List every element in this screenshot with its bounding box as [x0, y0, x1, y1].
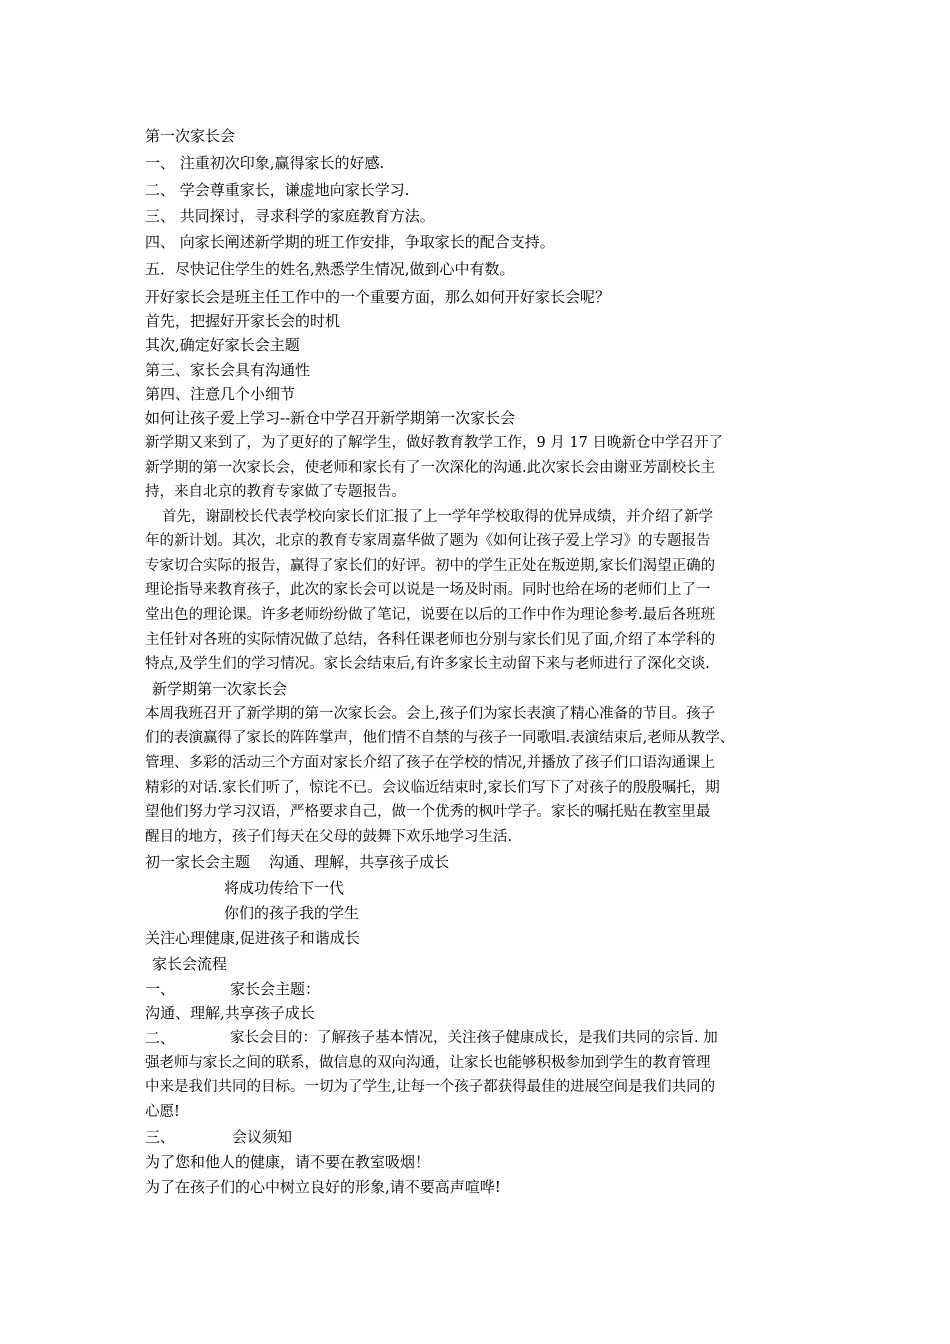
article2-para-line: 们的表演赢得了家长的阵阵掌声，他们情不自禁的与孩子一同歌唱.表演结束后,老师从教学、	[145, 730, 735, 746]
point-item: 第四、注意几个小细节	[145, 385, 296, 403]
article2-para-line: 望他们努力学习汉语，严格要求自己，做一个优秀的枫叶学子。家长的嘱托贴在教室里最	[145, 804, 711, 820]
process-item-value: 沟通、理解,共享孩子成长	[145, 1004, 315, 1022]
process-item2-line: 中来是我们共同的目标。一切为了学生,让每一个孩子都获得最佳的进展空间是我们共同的	[145, 1079, 716, 1095]
article1-para2-line: 特点,及学生们的学习情况。家长会结束后,有许多家长主动留下来与老师进行了深化交谈.	[145, 656, 710, 672]
article2-para-line: 管理、多彩的活动三个方面对家长介绍了孩子在学校的情况,并播放了孩子们口语沟通课上	[145, 755, 716, 771]
process-heading: 家长会流程	[152, 955, 228, 973]
process-item-text: 家长会主题：	[230, 980, 321, 998]
article1-heading: 如何让孩子爱上学习--新仓中学召开新学期第一次家长会	[145, 409, 516, 427]
article1-para1-line: 持，来自北京的教育专家做了专题报告。	[145, 484, 406, 500]
process-item-label: 三、	[145, 1128, 176, 1146]
article1-para2-line: 主任针对各班的实际情况做了总结，各科任课老师也分别与家长们见了面,介绍了本学科的	[145, 632, 716, 648]
process-item2-line: 心愿!	[145, 1104, 180, 1120]
article2-para-line: 精彩的对话.家长们听了，惊诧不已。会议临近结束时,家长们写下了对孩子的殷殷嘱托，期	[145, 780, 720, 796]
article1-para1-line: 新学期的第一次家长会，使老师和家长有了一次深化的沟通.此次家长会由谢亚芳副校长主	[145, 460, 716, 476]
article1-para2-line: 年的新计划。其次，北京的教育专家周嘉华做了题为《如何让孩子爱上学习》的专题报告	[145, 533, 711, 549]
process-item-label: 一、	[145, 980, 176, 998]
point-item: 其次,确定好家长会主题	[145, 336, 300, 354]
point-item: 首先，把握好开家长会的时机	[145, 312, 341, 330]
article1-para2-line: 理论指导来教育孩子，此次的家长会可以说是一场及时雨。同时也给在场的老师们上了一	[145, 582, 711, 598]
article2-para-line: 本周我班召开了新学期的第一次家长会。会上,孩子们为家长表演了精心准备的节目。孩子	[145, 706, 716, 722]
theme-slogan: 将成功传给下一代	[224, 879, 345, 897]
intro-list-item: 五．尽快记住学生的姓名,熟悉学生情况,做到心中有数。	[145, 260, 515, 278]
article1-para2-line: 专家切合实际的报告，赢得了家长们的好评。初中的学生正处在叛逆期,家长们渴望正确的	[145, 558, 716, 574]
theme-line: 初一家长会主题 沟通、理解，共享孩子成长	[145, 853, 450, 871]
theme-slogan: 你们的孩子我的学生	[224, 904, 360, 922]
theme-line: 关注心理健康,促进孩子和谐成长	[145, 929, 360, 947]
process-item-text: 会议须知	[232, 1128, 293, 1146]
point-item: 第三、家长会具有沟通性	[145, 361, 311, 379]
article1-para2-line: 首先，谢副校长代表学校向家长们汇报了上一学年学校取得的优异成绩，并介绍了新学	[162, 509, 713, 525]
question-text: 开好家长会是班主任工作中的一个重要方面，那么如何开好家长会呢？	[145, 288, 611, 306]
article2-para-line: 醒目的地方，孩子们每天在父母的鼓舞下欢乐地学习生活.	[145, 829, 513, 845]
article2-heading: 新学期第一次家长会	[152, 680, 288, 698]
document-title: 第一次家长会	[145, 127, 236, 145]
article1-para1-line: 新学期又来到了，为了更好的了解学生，做好教育教学工作，9 月 17 日晚新仓中学召开了	[145, 435, 723, 451]
article1-para2-line: 堂出色的理论课。许多老师纷纷做了笔记，说要在以后的工作中作为理论参考.最后各班班	[145, 607, 716, 623]
intro-list-item: 三、 共同探讨，寻求科学的家庭教育方法。	[145, 207, 435, 225]
process-item2-line: 强老师与家长之间的联系，做信息的双向沟通，让家长也能够积极参加到学生的教育管理	[145, 1055, 711, 1071]
intro-list-item: 四、 向家长阐述新学期的班工作安排，争取家长的配合支持。	[145, 233, 555, 251]
process-item-label: 二、	[145, 1029, 176, 1047]
intro-list-item: 一、 注重初次印象,赢得家长的好感.	[145, 154, 385, 172]
process-item2-line: 家长会目的：了解孩子基本情况，关注孩子健康成长，是我们共同的宗旨. 加	[230, 1030, 718, 1046]
notice-line: 为了在孩子们的心中树立良好的形象,请不要高声喧哗!	[145, 1178, 501, 1196]
notice-line: 为了您和他人的健康，请不要在教室吸烟！	[145, 1153, 431, 1171]
intro-list-item: 二、 学会尊重家长，谦虚地向家长学习.	[145, 181, 410, 199]
